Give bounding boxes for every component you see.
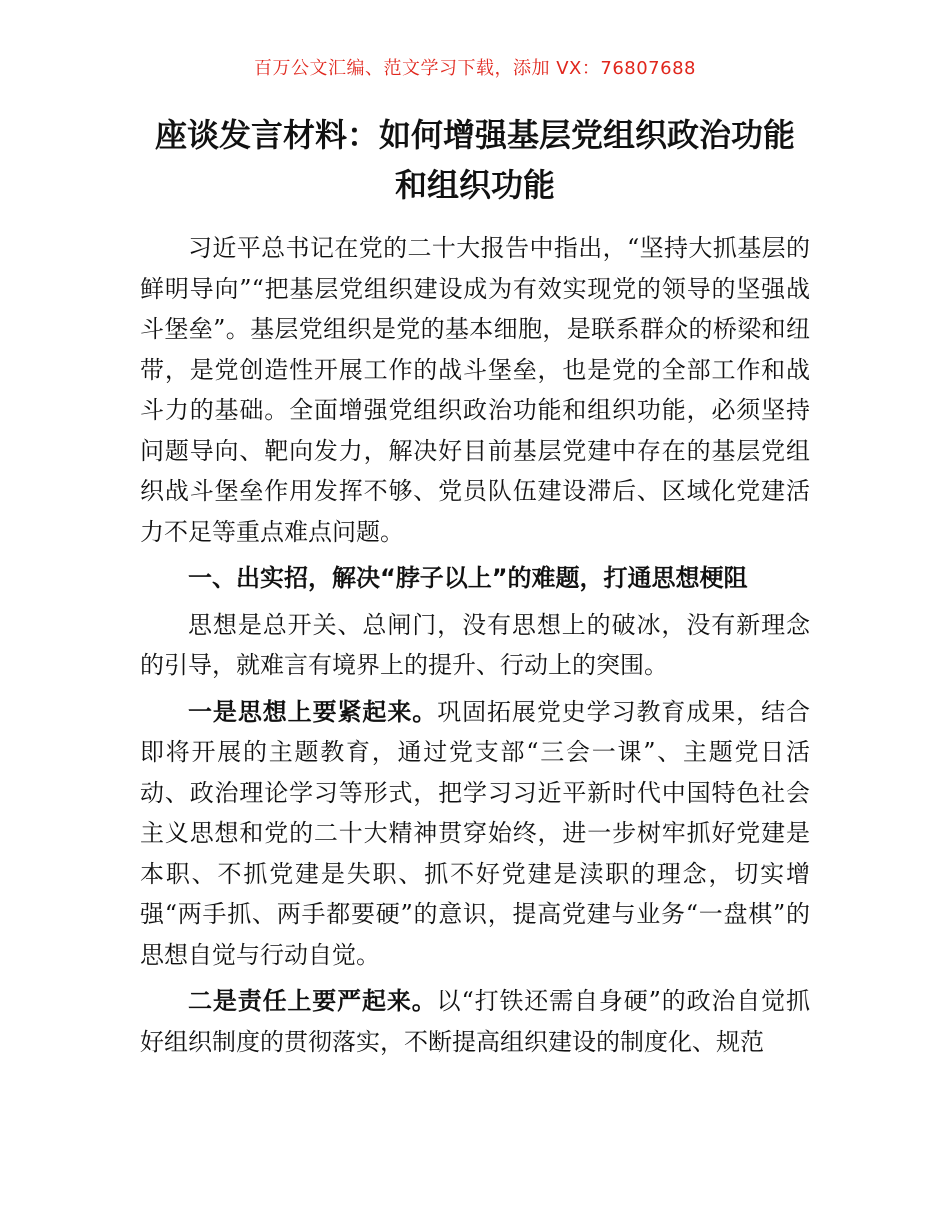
intro-paragraph: 习近平总书记在党的二十大报告中指出，“坚持大抓基层的鲜明导向”“把基层党组织建设成为有效实现党的领导的坚强战斗堡垒”。基层党组织是党的基本细胞，是联系群众的桥梁和纽带，是党创造性开展工作的战斗堡垒，也是党的全部工作和战斗力的基础。全面增强党组织政治功能和组织功能，必须坚持问题导向、靶向发力，解决好目前基层党建中存在的基层党组织战斗堡垒作用发挥不够、党员队伍建设滞后、区域化党建活力不足等重点难点问题。: [140, 234, 810, 546]
document-title: 座谈发言材料：如何增强基层党组织政治功能和组织功能: [154, 116, 795, 204]
point-text-1: 巩固拓展党史学习教育成果，结合即将开展的主题教育，通过党支部“三会一课”、主题党日活动、政治理论学习等形式，把学习习近平新时代中国特色社会主义思想和党的二十大精神贯穿始终，进一步树牢抓好党建是本职、不抓党建是失职、抓不好党建是渎职的理念，切实增强“两手抓、两手都要硬”的意识，提高党建与业务“一盘棋”的思想自觉与行动自觉。: [140, 697, 811, 969]
point-lead-1: 一是思想上要紧起来。: [188, 697, 438, 726]
point-lead-2: 二是责任上要严起来。: [188, 987, 437, 1015]
point-text-2: 以“打铁还需自身硬”的政治自觉抓好组织制度的贯彻落实，不断提高组织建设的制度化、规范: [140, 987, 811, 1056]
document-body: [140, 228, 810, 1062]
point-paragraph-2: [140, 981, 810, 1062]
section-heading-1: 一、出实招，解决“脖子以上”的难题，打通思想梗阻: [188, 564, 748, 592]
watermark-banner: 百万公文汇编、范文学习下载，添加 VX：76807688: [254, 58, 696, 79]
section1-paragraph: 思想是总开关、总闸门，没有思想上的破冰，没有新理念的引导，就难言有境界上的提升、行动上的突围。: [140, 610, 810, 679]
point-paragraph-1: [140, 692, 810, 976]
